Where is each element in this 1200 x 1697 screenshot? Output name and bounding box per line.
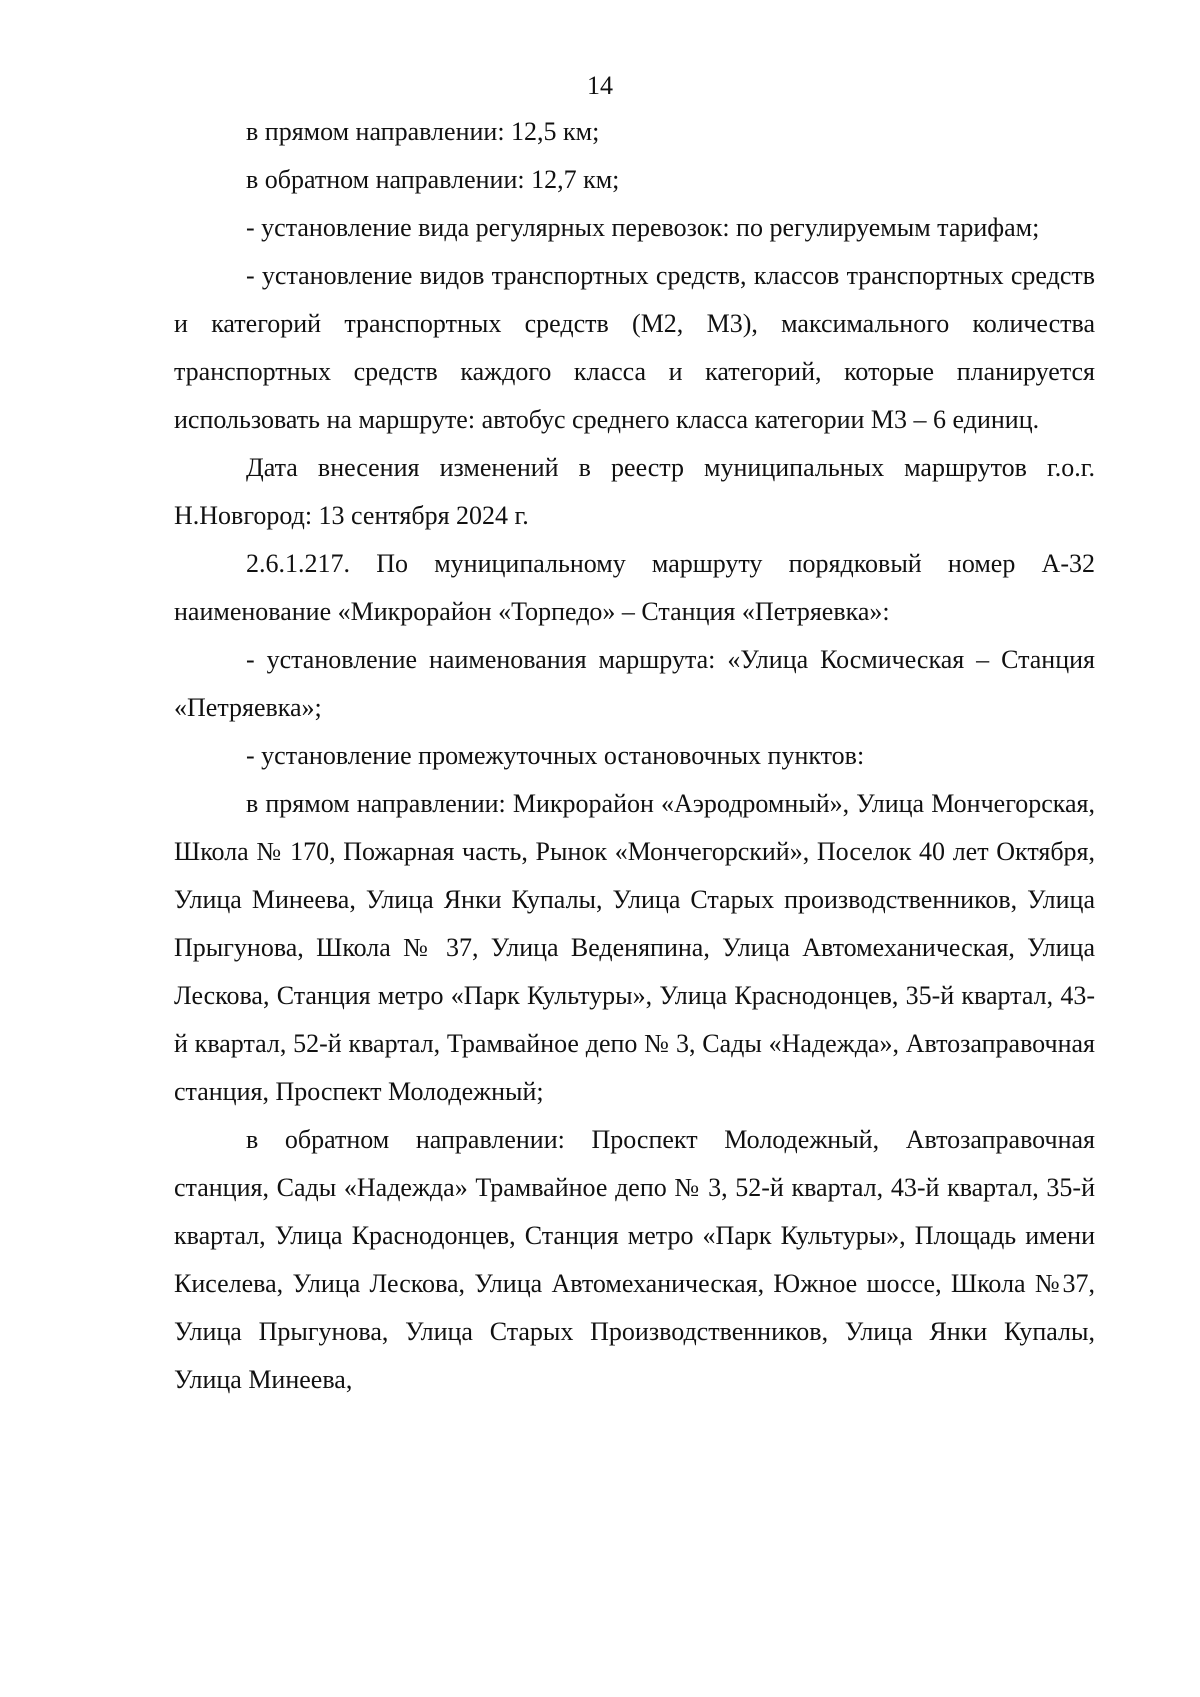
paragraph-vehicle-classes: - установление видов транспортных средств, классов транспортных средств и категорий транспортных средств (М2, М3), максимального количества транспортных средств каждого класса и категорий, которые планируется использовать на маршруте: автобус среднего класса категории М3 – 6 единиц. [174, 261, 1095, 434]
paragraph-route-a32: 2.6.1.217. По муниципальному маршруту порядковый номер А-32 наименование «Микрорайон «Торпедо» – Станция «Петряевка»: [174, 549, 1095, 626]
paragraph-reverse-distance: в обратном направлении: 12,7 км; [246, 165, 620, 194]
document-body [174, 108, 1095, 1404]
paragraph-route-name: - установление наименования маршрута: «Улица Космическая – Станция «Петряевка»; [174, 645, 1095, 722]
paragraph-registry-date: Дата внесения изменений в реестр муниципальных маршрутов г.о.г. Н.Новгород: 13 сентября 2024 г. [174, 453, 1095, 530]
paragraph-forward-distance: в прямом направлении: 12,5 км; [246, 117, 600, 146]
paragraph-forward-stops: в прямом направлении: Микрорайон «Аэродромный», Улица Мончегорская, Школа № 170, Пожарная часть, Рынок «Мончегорский», Поселок 40 лет Октября, Улица Минеева, Улица Янки Купалы, Улица Старых производственников, Улица Прыгунова, Школа № 37, Улица Веденяпина, Улица Автомеханическая, Улица Лескова, Станция метро «Парк Культуры», Улица Краснодонцев, 35-й квартал, 43-й квартал, 52-й квартал, Трамвайное депо № 3, Сады «Надежда», Автозаправочная станция, Проспект Молодежный; [174, 789, 1095, 1106]
paragraph-transport-type: - установление вида регулярных перевозок: по регулируемым тарифам; [246, 213, 1040, 242]
page-number: 14 [587, 71, 613, 100]
paragraph-stops-heading: - установление промежуточных остановочных пунктов: [246, 741, 865, 770]
paragraph-reverse-stops: в обратном направлении: Проспект Молодежный, Автозаправочная станция, Сады «Надежда» Трамвайное депо № 3, 52-й квартал, 43-й квартал, 35-й квартал, Улица Краснодонцев, Станция метро «Парк Культуры», Площадь имени Киселева, Улица Лескова, Улица Автомеханическая, Южное шоссе, Школа №37, Улица Прыгунова, Улица Старых Производственников, Улица Янки Купалы, Улица Минеева, [174, 1125, 1095, 1394]
